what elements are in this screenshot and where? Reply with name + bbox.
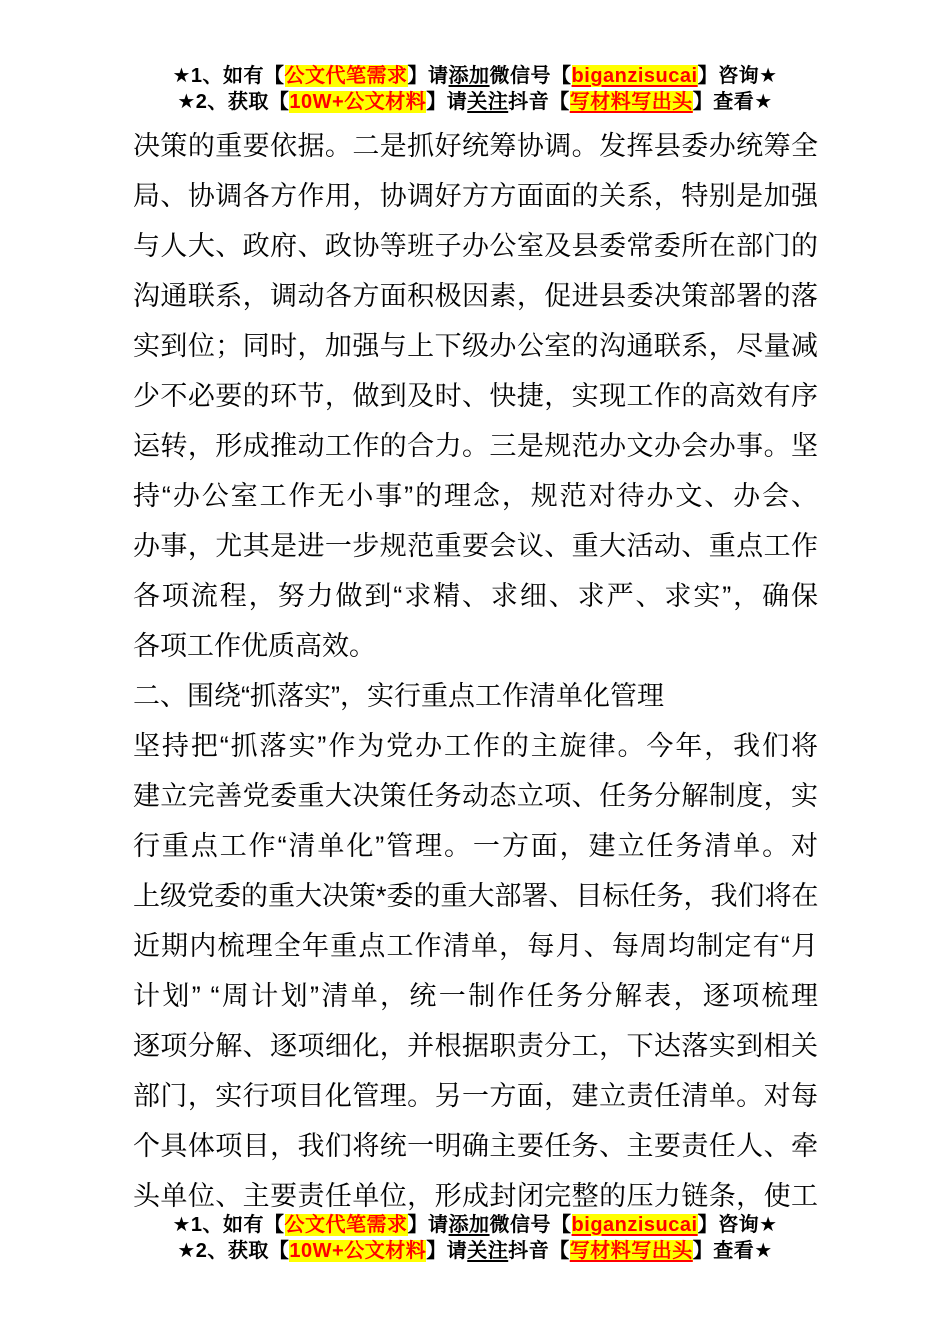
promo-text: 】咨询★: [697, 65, 778, 87]
promo-text: ★1、如有【: [172, 65, 285, 87]
body-text-line: 运转，形成推动工作的合力。三是规范办文办会办事。坚: [133, 431, 818, 461]
body-text-line: 各项流程，努力做到“求精、求细、求严、求实”，确保: [133, 581, 818, 611]
body-text-line: 个具体项目，我们将统一明确主要任务、主要责任人、牵: [133, 1131, 818, 1161]
body-text-line: 行重点工作“清单化”管理。一方面，建立任务清单。对: [133, 831, 818, 861]
body-text-line: 上级党委的重大决策*委的重大部署、目标任务，我们将在: [133, 881, 819, 911]
promo-highlighted-text: 公文代笔需求: [284, 65, 408, 87]
section-heading: 二、围绕“抓落实”，实行重点工作清单化管理: [133, 681, 664, 711]
promo-highlighted-text: 写材料写出头: [569, 1240, 693, 1262]
promo-text: 】查看★: [692, 1240, 773, 1262]
promo-text: 关注: [467, 91, 509, 113]
promo-text: 关注: [467, 1240, 509, 1262]
promo-highlighted-text: 写材料写出头: [569, 91, 693, 113]
promo-text: ★1、如有【: [172, 1214, 285, 1236]
promo-text: 】咨询★: [697, 1214, 778, 1236]
body-text-line: 持“办公室工作无小事”的理念，规范对待办文、办会、: [133, 481, 818, 511]
promo-highlighted-text: 公文代笔需求: [284, 1214, 408, 1236]
promo-banner-line: [0, 63, 950, 89]
body-text-line: 少不必要的环节，做到及时、快捷，实现工作的高效有序: [133, 381, 818, 411]
promo-banner-bottom: [0, 1212, 950, 1264]
promo-highlighted-text: 10W+公文材料: [289, 1240, 427, 1262]
body-text-line: 建立完善党委重大决策任务动态立项、任务分解制度，实: [133, 781, 818, 811]
body-text-line: 各项工作优质高效。: [133, 631, 376, 661]
promo-text: 微信号【: [489, 65, 572, 87]
body-text-line: 计划” “周计划”清单，统一制作任务分解表，逐项梳理: [133, 981, 818, 1011]
promo-text: 】查看★: [692, 91, 773, 113]
promo-text: ★2、获取【: [177, 91, 290, 113]
promo-banner-line: [0, 1238, 950, 1264]
promo-banner-top: [0, 63, 950, 115]
promo-text: 抖音【: [508, 91, 570, 113]
promo-highlighted-text: biganzisucai: [571, 65, 698, 87]
body-text-line: 头单位、主要责任单位，形成封闭完整的压力链条，使工: [133, 1181, 818, 1211]
promo-banner-line: [0, 1212, 950, 1238]
body-text-line: 近期内梳理全年重点工作清单，每月、每周均制定有“月: [133, 931, 818, 961]
promo-text: 】请: [407, 1214, 449, 1236]
promo-banner-line: [0, 89, 950, 115]
promo-highlighted-text: 10W+公文材料: [289, 91, 427, 113]
promo-text: 】请: [407, 65, 449, 87]
promo-text: ★2、获取【: [177, 1240, 290, 1262]
promo-text: 抖音【: [508, 1240, 570, 1262]
promo-highlighted-text: biganzisucai: [571, 1214, 698, 1236]
body-text-line: 局、协调各方作用，协调好方方面面的关系，特别是加强: [133, 181, 818, 211]
body-text-line: 办事，尤其是进一步规范重要会议、重大活动、重点工作: [133, 531, 818, 561]
document-body: [133, 121, 818, 1221]
body-text-line: 实到位；同时，加强与上下级办公室的沟通联系，尽量减: [133, 331, 818, 361]
promo-text: 添加: [448, 1214, 490, 1236]
body-text-line: 逐项分解、逐项细化，并根据职责分工，下达落实到相关: [133, 1031, 818, 1061]
body-text-line: 与人大、政府、政协等班子办公室及县委常委所在部门的: [133, 231, 818, 261]
body-text-line: 沟通联系，调动各方面积极因素，促进县委决策部署的落: [133, 281, 818, 311]
promo-text: 】请: [426, 91, 468, 113]
body-text-line: 部门，实行项目化管理。另一方面，建立责任清单。对每: [133, 1081, 818, 1111]
promo-text: 】请: [426, 1240, 468, 1262]
body-text-line: 决策的重要依据。二是抓好统筹协调。发挥县委办统筹全: [133, 131, 818, 161]
promo-text: 微信号【: [489, 1214, 572, 1236]
body-text-line: 坚持把“抓落实”作为党办工作的主旋律。今年，我们将: [133, 731, 818, 761]
promo-text: 添加: [448, 65, 490, 87]
